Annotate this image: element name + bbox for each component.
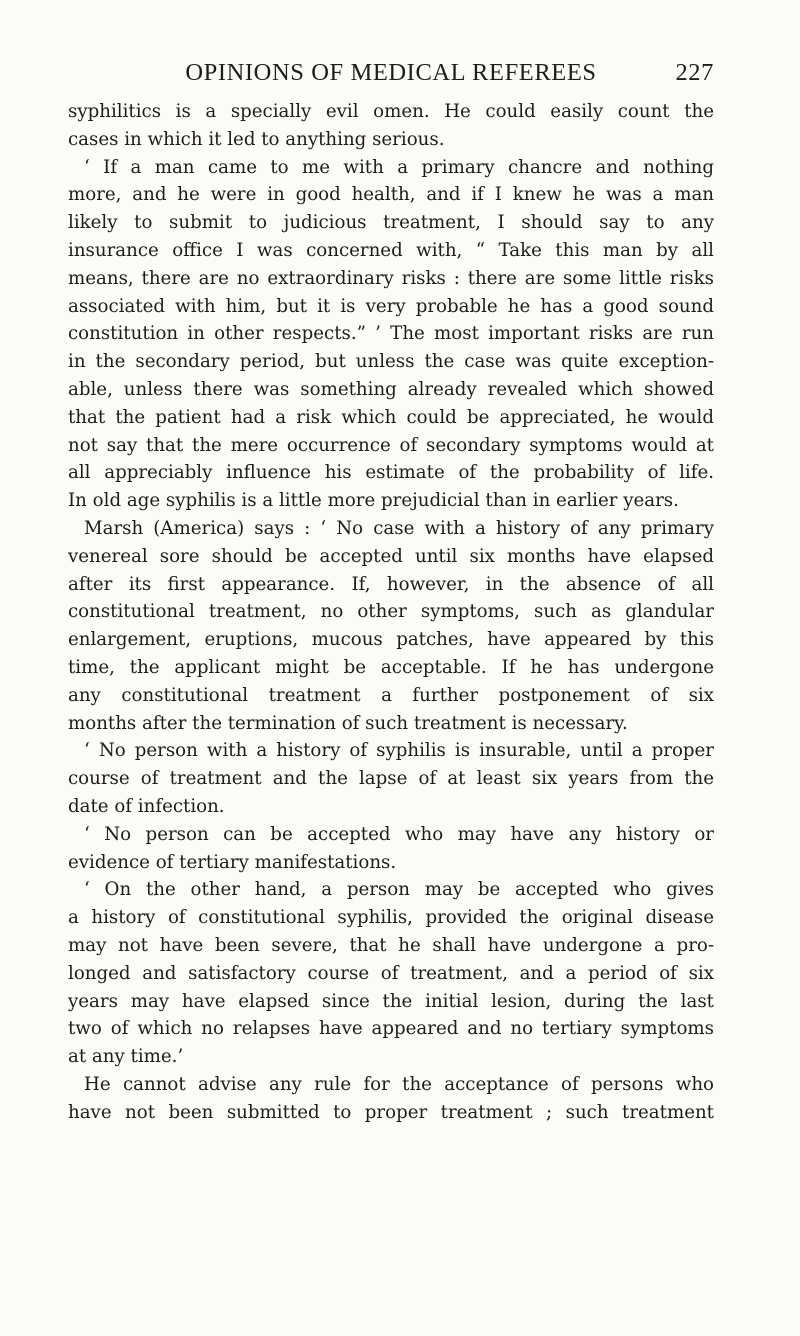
- text-line: more, and he were in good health, and if I knew he was a man: [68, 184, 714, 206]
- text-line: time, the applicant might be acceptable. If he has undergone: [68, 656, 714, 678]
- text-line: after its first appearance. If, however, in the absence of all: [68, 573, 714, 595]
- text-line: cases in which it led to anything serious.: [68, 128, 445, 150]
- text-line: evidence of tertiary manifestations.: [68, 851, 397, 873]
- text-line: means, there are no extraordinary risks : there are some little risks: [68, 267, 714, 289]
- text-line: Marsh (America) says : ‘ No case with a history of any primary: [84, 517, 714, 539]
- text-line: associated with him, but it is very probable he has a good sound: [68, 295, 714, 317]
- running-title: OPINIONS OF MEDICAL REFEREES: [185, 59, 597, 86]
- text-line: two of which no relapses have appeared and no tertiary symptoms: [68, 1018, 714, 1040]
- text-line: that the patient had a risk which could be appreciated, he would: [68, 406, 714, 428]
- text-line: ‘ On the other hand, a person may be accepted who gives: [84, 879, 714, 901]
- text-line: in the secondary period, but unless the case was quite exception-: [68, 351, 714, 373]
- text-line: venereal sore should be accepted until six months have elapsed: [68, 545, 714, 567]
- text-line: likely to submit to judicious treatment, I should say to any: [68, 212, 714, 234]
- text-line: ‘ No person can be accepted who may have any history or: [84, 823, 714, 845]
- text-line: He cannot advise any rule for the acceptance of persons who: [84, 1073, 714, 1095]
- text-line: ‘ No person with a history of syphilis is insurable, until a proper: [84, 740, 714, 762]
- text-line: enlargement, eruptions, mucous patches, have appeared by this: [68, 629, 714, 651]
- text-line: may not have been severe, that he shall have undergone a pro-: [68, 934, 714, 956]
- text-line: years may have elapsed since the initial lesion, during the last: [68, 990, 714, 1012]
- text-line: syphilitics is a specially evil omen. He could easily count the: [68, 101, 714, 122]
- text-line: constitution in other respects.” ’ The most important risks are run: [68, 323, 714, 345]
- text-line: at any time.’: [68, 1046, 184, 1068]
- text-line: insurance office I was concerned with, “ Take this man by all: [68, 239, 714, 261]
- text-line: longed and satisfactory course of treatment, and a period of six: [68, 962, 714, 984]
- text-line: constitutional treatment, no other symptoms, such as glandular: [68, 601, 714, 623]
- text-line: a history of constitutional syphilis, provided the original disease: [68, 907, 714, 929]
- page-number: 227: [675, 59, 714, 86]
- text-line: ‘ If a man came to me with a primary chancre and nothing: [84, 156, 714, 178]
- text-line: have not been submitted to proper treatment ; such treatment: [68, 1101, 714, 1123]
- body-text: [68, 98, 714, 1126]
- text-line: able, unless there was something already revealed which showed: [68, 378, 714, 400]
- text-line: In old age syphilis is a little more prejudicial than in earlier years.: [68, 490, 679, 512]
- text-line: date of infection.: [68, 795, 225, 817]
- text-line: any constitutional treatment a further postponement of six: [68, 684, 714, 706]
- text-line: all appreciably influence his estimate of the probability of life.: [68, 462, 714, 484]
- text-line: months after the termination of such treatment is necessary.: [68, 712, 628, 734]
- text-line: course of treatment and the lapse of at least six years from the: [68, 768, 714, 790]
- text-line: not say that the mere occurrence of secondary symptoms would at: [68, 434, 714, 456]
- running-head: [68, 58, 714, 88]
